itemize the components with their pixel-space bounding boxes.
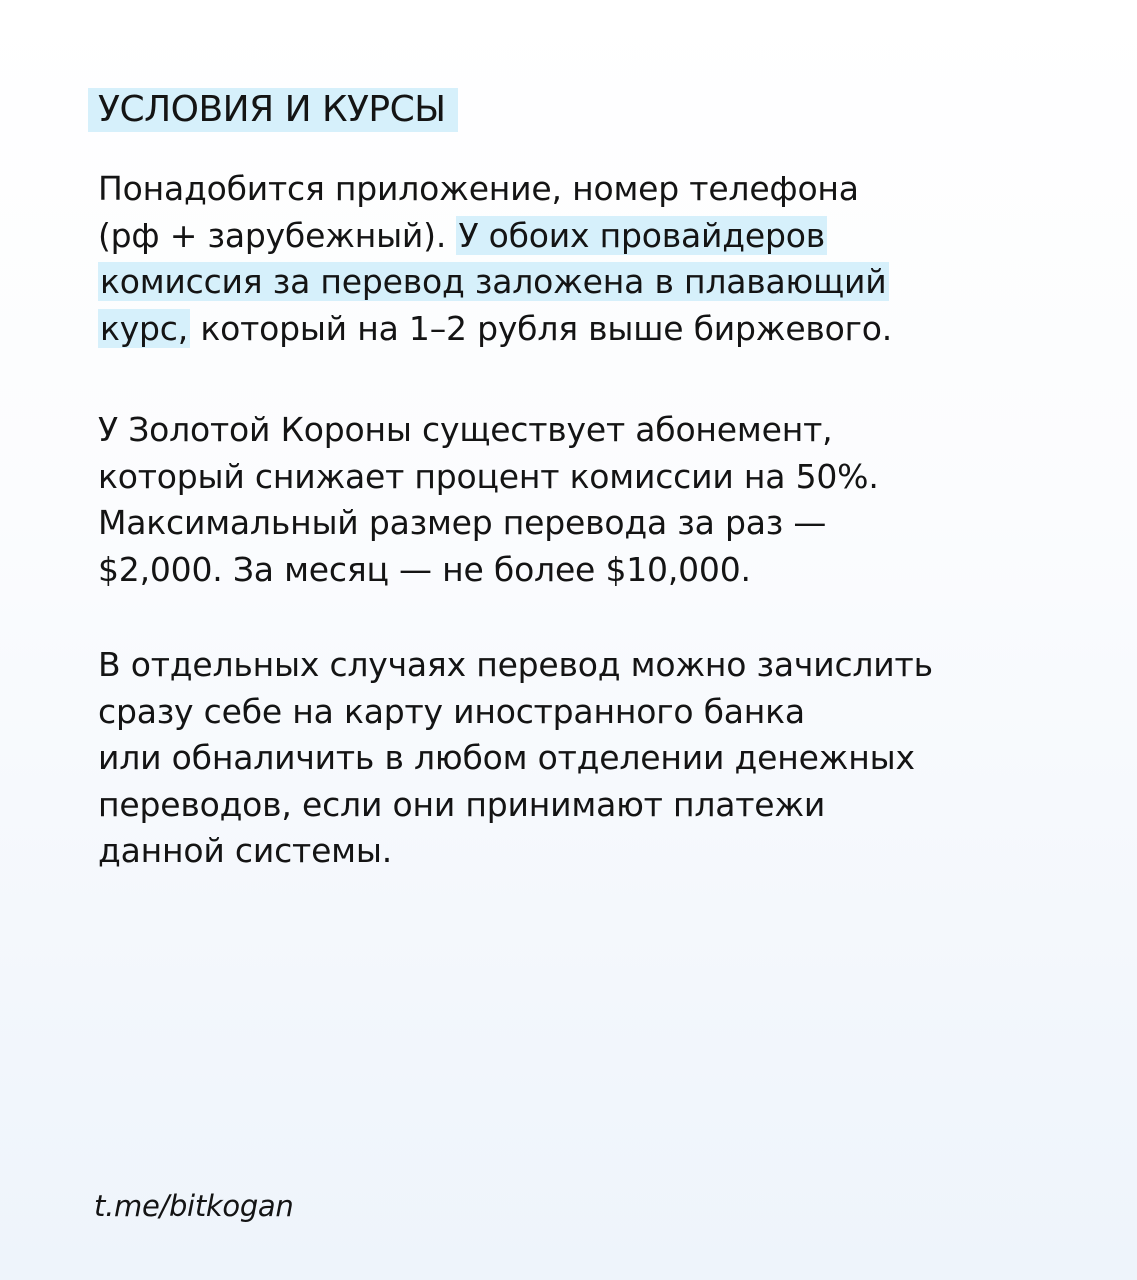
- text-line: который снижает процент комиссии на 50%.: [98, 456, 879, 496]
- text-fragment: (рф + зарубежный).: [98, 215, 447, 255]
- text-line: [98, 213, 1058, 260]
- section-heading: УСЛОВИЯ И КУРСЫ: [88, 88, 458, 132]
- text-line: или обналичить в любом отделении денежных: [98, 738, 915, 778]
- highlighted-text: курс,: [100, 308, 189, 348]
- text-fragment: Понадобится приложение, номер телефона: [98, 169, 859, 208]
- paragraph-subscription: [98, 407, 1058, 593]
- text-line: В отдельных случаях перевод можно зачислить: [98, 645, 933, 684]
- text-line: $2,000. За месяц — не более $10,000.: [98, 549, 751, 589]
- channel-link[interactable]: t.me/bitkogan: [94, 1189, 294, 1223]
- text-line: Максимальный размер перевода за раз —: [98, 503, 827, 543]
- text-line: У Золотой Короны существует абонемент,: [98, 410, 833, 449]
- text-line: сразу себе на карту иностранного банка: [98, 691, 805, 731]
- text-line: [98, 166, 1058, 213]
- text-line: [98, 259, 1058, 306]
- paragraph-requirements: [98, 166, 1058, 352]
- text-line: переводов, если они принимают платежи: [98, 784, 826, 824]
- text-fragment: который на 1–2 рубля выше биржевого.: [200, 308, 893, 348]
- paragraph-withdrawal: [98, 642, 1058, 875]
- text-line: [98, 306, 1058, 353]
- text-line: данной системы.: [98, 831, 393, 871]
- highlighted-text: У обоих провайдеров: [458, 215, 825, 255]
- highlighted-text: комиссия за перевод заложена в плавающий: [100, 262, 887, 302]
